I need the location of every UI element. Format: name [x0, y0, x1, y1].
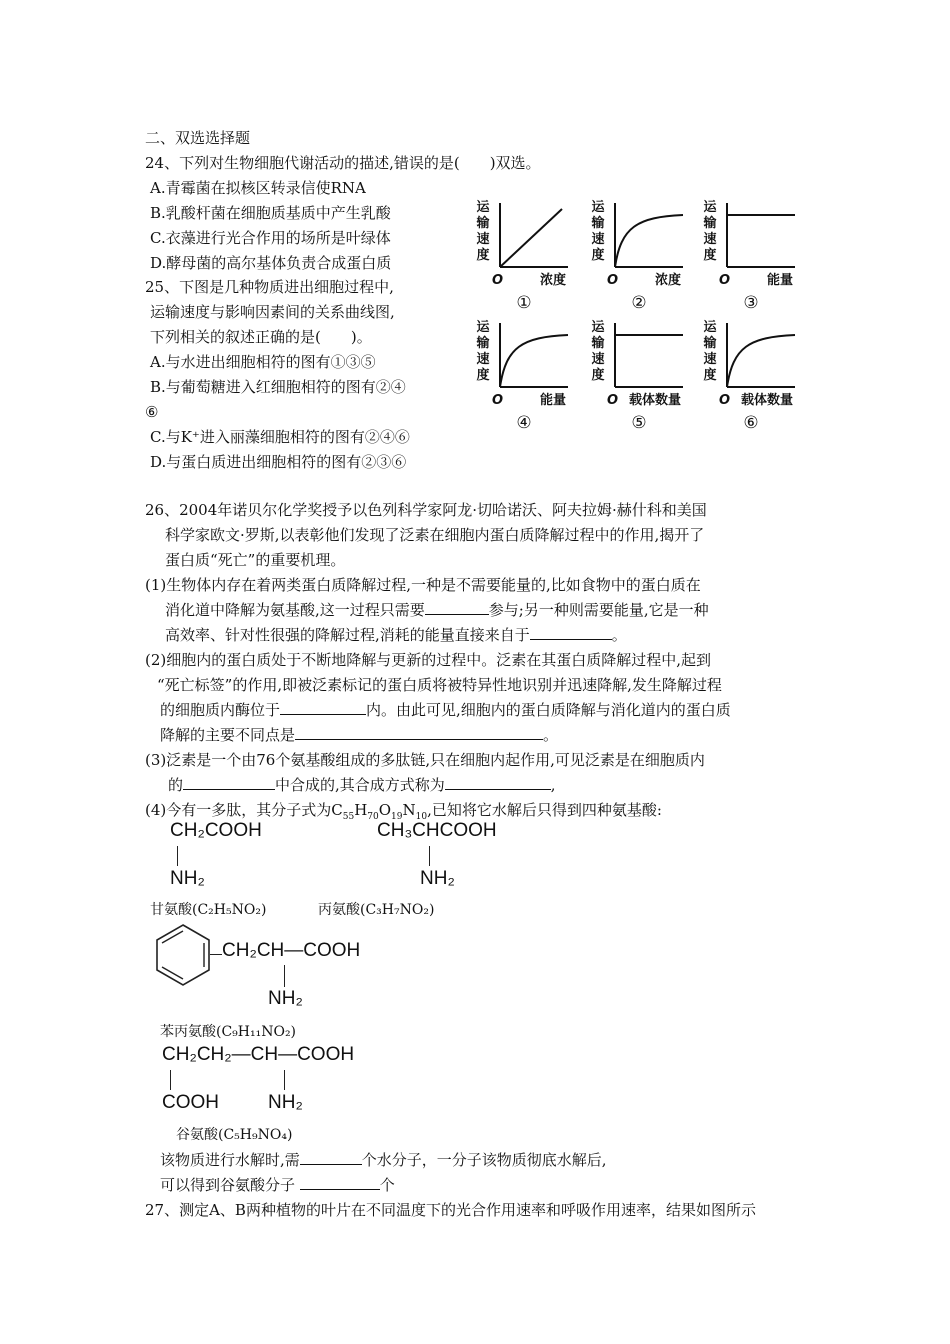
q24-stem: 24、下列对生物细胞代谢活动的描述,错误的是( )双选。 — [145, 154, 541, 172]
y-axis-label-char: 运 — [476, 200, 490, 215]
q26-intro-line-2: 科学家欧文·罗斯,以表彰他们发现了泛素在细胞内蛋白质降解过程中的作用,揭开了 — [165, 526, 705, 544]
formula-sub-c: 55 — [342, 812, 355, 822]
q26-part1-text-a: 消化道中降解为氨基酸,这一过程只需要 — [165, 601, 425, 619]
q26-part2-line-1: (2)细胞内的蛋白质处于不断地降解与更新的过程中。泛素在其蛋白质降解过程中,起到 — [145, 651, 712, 669]
y-axis-label-char: 速 — [591, 232, 605, 247]
y-axis-label-char: 输 — [591, 216, 605, 231]
phenylalanine-label: 苯丙氨酸(C₉H₁₁NO₂) — [160, 1024, 297, 1040]
q26-part4-text-c: 该物质进行水解时,需 — [160, 1151, 300, 1169]
glu-cooh: COOH — [162, 1092, 219, 1113]
graph-number: ③ — [743, 293, 759, 313]
x-axis-label: 浓度 — [654, 273, 681, 288]
answer-blank[interactable] — [295, 725, 543, 740]
alanine-nh2: NH₂ — [420, 868, 455, 889]
x-axis-label: 载体数量 — [628, 393, 681, 408]
q26-part2-line-2: “死亡标签”的作用,即被泛素标记的蛋白质将被特异性地识别并迅速降解,发生降解过程 — [157, 676, 722, 694]
q26-part2-line-3 — [160, 700, 731, 720]
q25-stem-line-3: 下列相关的叙述正确的是( )。 — [150, 328, 372, 346]
graph-number: ⑤ — [631, 413, 647, 433]
y-axis-label-char: 速 — [476, 232, 490, 247]
formula-sub-h: 70 — [367, 812, 379, 822]
origin-label: O — [607, 273, 619, 288]
origin-label: O — [719, 273, 731, 288]
glycine-label: 甘氨酸(C₂H₅NO₂) — [150, 902, 267, 918]
formula-h: H — [354, 801, 368, 819]
x-axis-label: 能量 — [766, 273, 793, 288]
q27-stem: 27、测定A、B两种植物的叶片在不同温度下的光合作用速率和呼吸作用速率，结果如图所示 — [145, 1201, 756, 1219]
alanine-label: 丙氨酸(C₃H₇NO₂) — [318, 902, 435, 918]
transport-graph-6 — [697, 315, 822, 435]
q25-stem-line-1: 25、下图是几种物质进出细胞过程中, — [145, 278, 394, 296]
q26-part2-text-c: 降解的主要不同点是 — [160, 726, 296, 744]
y-axis-label-char: 运 — [591, 320, 605, 335]
answer-blank[interactable] — [300, 1150, 362, 1165]
phe-ring-bond — [210, 954, 222, 955]
glu-nh2: NH₂ — [268, 1092, 303, 1113]
q26-part4-text-a: (4)今有一多肽，其分子式为C — [145, 801, 343, 819]
q26-part3-line-2 — [168, 775, 556, 795]
q26-part2-text-d: 。 — [543, 726, 559, 744]
q25-option-c: C.与K⁺进入丽藻细胞相符的图有②④⑥ — [150, 428, 410, 446]
q26-part1-text-c: 高效率、针对性很强的降解过程,消耗的能量直接来自于 — [165, 626, 530, 644]
answer-blank[interactable] — [183, 775, 275, 790]
y-axis-label-char: 度 — [591, 368, 605, 383]
rate-curve — [727, 335, 795, 387]
q25-stem-line-2: 运输速度与影响因素间的关系曲线图, — [150, 303, 395, 321]
y-axis-label-char: 运 — [591, 200, 605, 215]
x-axis-label: 浓度 — [539, 273, 566, 288]
y-axis-label-char: 输 — [591, 336, 605, 351]
graph-number: ⑥ — [743, 413, 759, 433]
phe-bond — [284, 965, 285, 987]
q25-option-a: A.与水进出细胞相符的图有①③⑤ — [150, 353, 376, 371]
q26-part1-line-1: (1)生物体内存在着两类蛋白质降解过程,一种是不需要能量的,比如食物中的蛋白质在 — [145, 576, 701, 594]
glycine-nh2: NH₂ — [170, 868, 205, 889]
q26-part3-text-a: 的 — [168, 776, 184, 794]
y-axis-label-char: 度 — [703, 248, 717, 263]
glu-chain: CH₂CH₂—CH—COOH — [162, 1044, 355, 1065]
q26-intro-line-1: 26、2004年诺贝尔化学奖授予以色列科学家阿龙·切哈诺沃、阿夫拉姆·赫什科和美国 — [145, 501, 707, 519]
formula-sub-n: 10 — [415, 812, 428, 822]
formula-o: O — [378, 801, 392, 819]
q26-part4-text-e: 可以得到谷氨酸分子 — [160, 1176, 300, 1194]
origin-label: O — [492, 393, 504, 408]
graph-number: ② — [631, 293, 647, 313]
y-axis-label-char: 速 — [476, 352, 490, 367]
answer-blank[interactable] — [280, 700, 366, 715]
y-axis-label-char: 速 — [703, 232, 717, 247]
q25-option-b-cont: ⑥ — [145, 403, 159, 421]
transport-graph-3 — [697, 195, 822, 315]
rate-curve — [615, 215, 683, 267]
graph-number: ① — [516, 293, 532, 313]
alanine-bond — [429, 846, 430, 866]
q26-part1-line-3 — [165, 625, 627, 645]
y-axis-label-char: 速 — [703, 352, 717, 367]
transport-graph-4 — [470, 315, 595, 435]
q26-part2-line-4 — [160, 725, 558, 745]
q26-part3-text-b: 中合成的,其合成方式称为 — [275, 776, 445, 794]
glycine-top: CH₂COOH — [170, 820, 262, 841]
y-axis-label-char: 输 — [476, 336, 490, 351]
formula-n: N — [402, 801, 416, 819]
glycine-bond — [177, 846, 178, 866]
transport-graph-2 — [585, 195, 710, 315]
q26-part3-line-1: (3)泛素是一个由76个氨基酸组成的多肽链,只在细胞内起作用,可见泛素是在细胞质内 — [145, 751, 705, 769]
q26-part4-text-f: 个 — [379, 1176, 395, 1194]
answer-blank[interactable] — [445, 775, 551, 790]
alanine-top: CH₃CHCOOH — [377, 820, 497, 841]
answer-blank[interactable] — [530, 625, 612, 640]
rate-curve — [500, 209, 562, 267]
phe-chain: CH₂CH—COOH — [222, 940, 361, 961]
origin-label: O — [492, 273, 504, 288]
q24-option-d: D.酵母菌的高尔基体负责合成蛋白质 — [150, 254, 392, 272]
q26-part4-text-b: ,已知将它水解后只得到四种氨基酸: — [427, 801, 662, 819]
q26-part4-question-2 — [160, 1175, 395, 1195]
y-axis-label-char: 运 — [703, 320, 717, 335]
y-axis-label-char: 度 — [476, 368, 490, 383]
y-axis-label-char: 输 — [476, 216, 490, 231]
y-axis-label-char: 运 — [703, 200, 717, 215]
q24-option-a: A.青霉菌在拟核区转录信使RNA — [150, 179, 366, 197]
y-axis-label-char: 度 — [476, 248, 490, 263]
benzene-ring-icon — [152, 922, 214, 988]
q26-part4-question-1 — [160, 1150, 607, 1170]
q26-part4-text-d: 个水分子，一分子该物质彻底水解后, — [361, 1151, 607, 1169]
answer-blank[interactable] — [300, 1175, 380, 1190]
transport-graph-5 — [585, 315, 710, 435]
formula-sub-o: 19 — [391, 812, 403, 822]
q24-option-b: B.乳酸杆菌在细胞质基质中产生乳酸 — [150, 204, 391, 222]
y-axis-label-char: 运 — [476, 320, 490, 335]
rate-curve — [500, 335, 568, 387]
q25-option-b: B.与葡萄糖进入红细胞相符的图有②④ — [150, 378, 406, 396]
origin-label: O — [607, 393, 619, 408]
q26-intro-line-3: 蛋白质“死亡”的重要机理。 — [165, 551, 346, 569]
q26-part1-text-b: 参与;另一种则需要能量,它是一种 — [488, 601, 709, 619]
q26-part3-text-c: , — [550, 776, 556, 794]
y-axis-label-char: 度 — [591, 248, 605, 263]
section-title: 二、双选选择题 — [145, 129, 251, 147]
q26-part2-text-b: 内。由此可见,细胞内的蛋白质降解与消化道内的蛋白质 — [366, 701, 731, 719]
q26-part1-text-d: 。 — [611, 626, 627, 644]
x-axis-label: 载体数量 — [740, 393, 793, 408]
glutamic-acid-label: 谷氨酸(C₅H₉NO₄) — [176, 1127, 293, 1143]
graph-number: ④ — [516, 413, 532, 433]
glu-bond-left — [170, 1070, 171, 1090]
y-axis-label-char: 度 — [703, 368, 717, 383]
glu-bond-right — [284, 1070, 285, 1090]
y-axis-label-char: 输 — [703, 336, 717, 351]
y-axis-label-char: 速 — [591, 352, 605, 367]
q24-option-c: C.衣藻进行光合作用的场所是叶绿体 — [150, 229, 391, 247]
answer-blank[interactable] — [425, 600, 489, 615]
phe-nh2: NH₂ — [268, 988, 303, 1009]
x-axis-label: 能量 — [539, 393, 566, 408]
q26-part2-text-a: 的细胞质内酶位于 — [160, 701, 281, 719]
q26-part1-line-2 — [165, 600, 709, 620]
transport-graph-1 — [470, 195, 595, 315]
origin-label: O — [719, 393, 731, 408]
y-axis-label-char: 输 — [703, 216, 717, 231]
q25-option-d: D.与蛋白质进出细胞相符的图有②③⑥ — [150, 453, 407, 471]
